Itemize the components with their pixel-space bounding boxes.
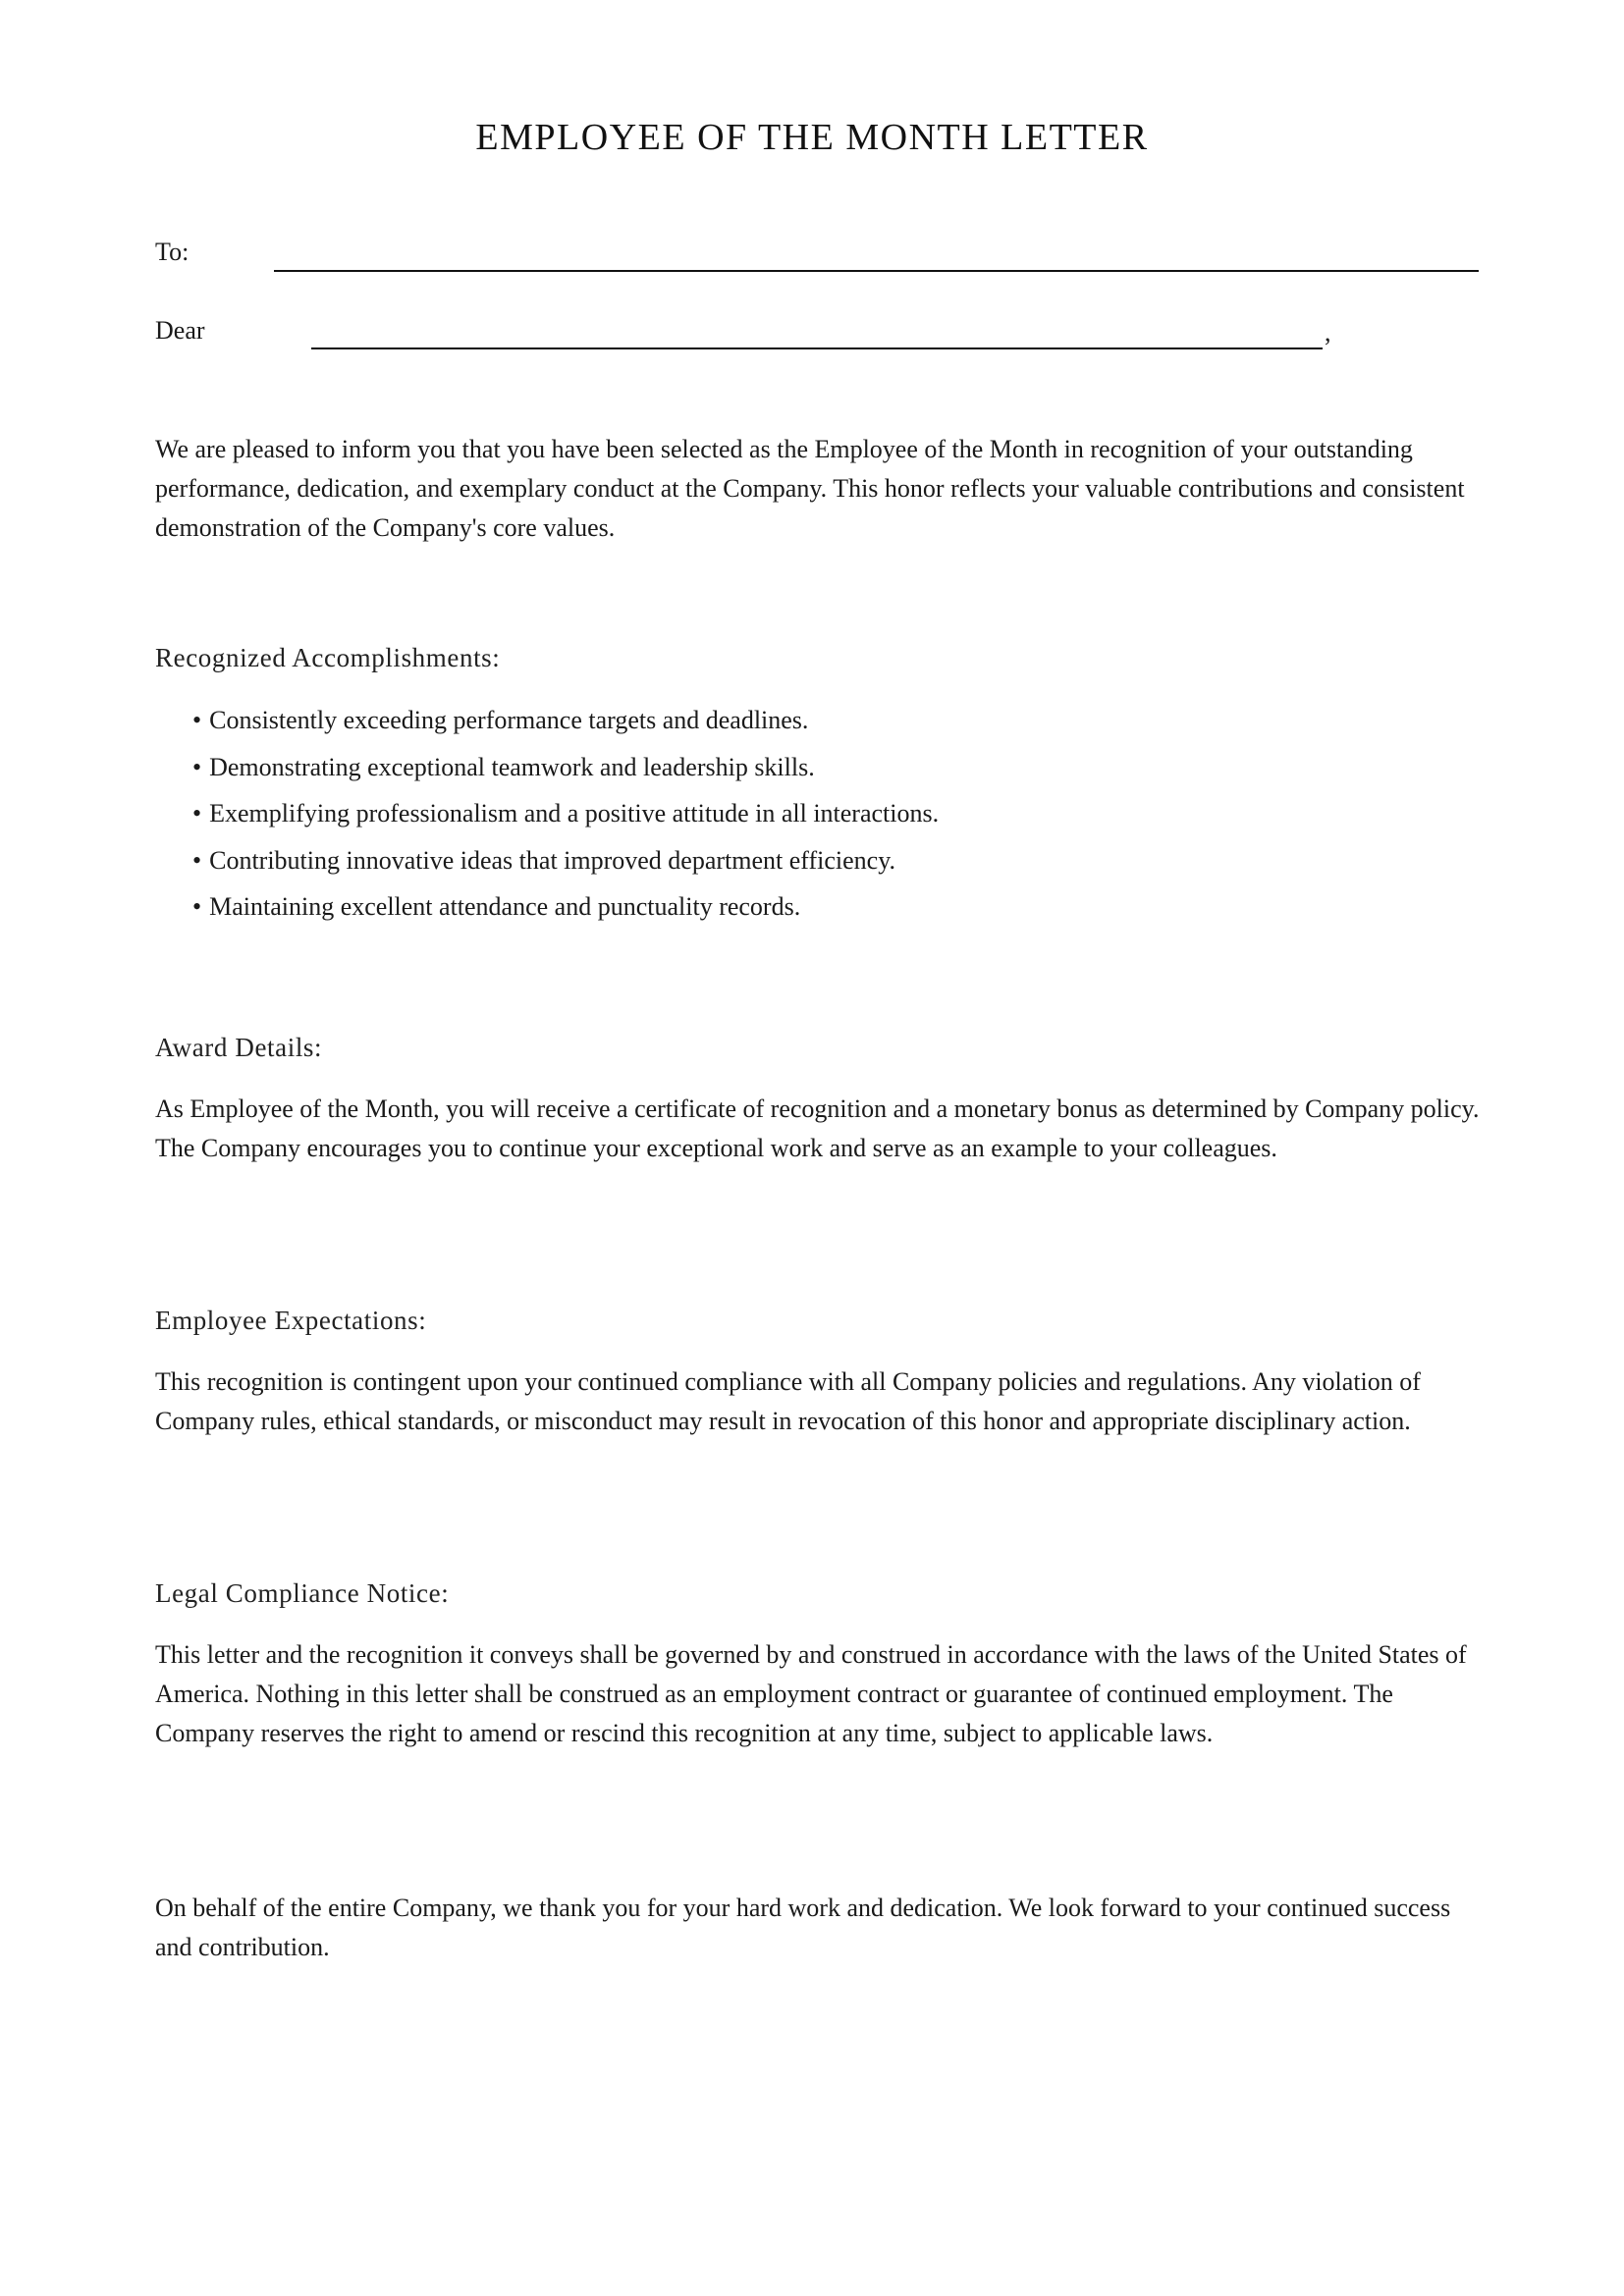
legal-heading: Legal Compliance Notice: <box>155 1578 450 1608</box>
list-item <box>192 841 939 888</box>
letter-title: EMPLOYEE OF THE MONTH LETTER <box>475 117 1149 158</box>
bullet-icon: • <box>192 799 202 828</box>
closing-paragraph: On behalf of the entire Company, we thank you for your hard work and dedication. We look forward to your continued success and contribution. <box>155 1894 1451 1961</box>
bullet-icon: • <box>192 892 202 921</box>
list-item-text: Maintaining excellent attendance and punctuality records. <box>209 892 801 921</box>
expectations-paragraph: This recognition is contingent upon your continued compliance with all Company policies and regulations. Any violation of Company rules, ethical standards, or misconduct may result in revocation of this honor and appropriate disciplinary action. <box>155 1367 1421 1435</box>
recipient-blank-line[interactable] <box>274 270 1479 272</box>
list-item-text: Exemplifying professionalism and a positive attitude in all interactions. <box>209 799 940 828</box>
list-item <box>192 748 939 795</box>
award-paragraph: As Employee of the Month, you will receive a certificate of recognition and a monetary bonus as determined by Company policy. The Company encourages you to continue your exceptional work and serve as an example to your colleagues. <box>155 1095 1480 1162</box>
accomplishments-list <box>192 701 939 934</box>
list-item <box>192 794 939 841</box>
list-item <box>192 887 939 934</box>
bullet-icon: • <box>192 752 202 781</box>
list-item-text: Consistently exceeding performance targets and deadlines. <box>209 706 809 734</box>
intro-paragraph: We are pleased to inform you that you have been selected as the Employee of the Month in recognition of your outstanding performance, dedication, and exemplary conduct at the Company. This honor reflects your valuable contributions and consistent demonstration of the Company's core values. <box>155 435 1465 542</box>
award-heading: Award Details: <box>155 1033 323 1062</box>
list-item-text: Demonstrating exceptional teamwork and leadership skills. <box>209 752 815 781</box>
dear-label: Dear <box>155 316 205 345</box>
to-label: To: <box>155 238 189 266</box>
bullet-icon: • <box>192 706 202 734</box>
bullet-icon: • <box>192 845 202 875</box>
salutation-blank-line[interactable] <box>311 347 1323 349</box>
legal-paragraph: This letter and the recognition it conveys shall be governed by and construed in accordance with the laws of the United States of America. Nothing in this letter shall be construed as an employment contract or guarantee of continued employment. The Company reserves the right to amend or rescind this recognition at any time, subject to applicable laws. <box>155 1640 1467 1747</box>
list-item-text: Contributing innovative ideas that improved department efficiency. <box>209 845 896 875</box>
salutation-comma: , <box>1325 318 1331 347</box>
accomplishments-heading: Recognized Accomplishments: <box>155 643 501 672</box>
expectations-heading: Employee Expectations: <box>155 1306 427 1335</box>
list-item <box>192 701 939 748</box>
